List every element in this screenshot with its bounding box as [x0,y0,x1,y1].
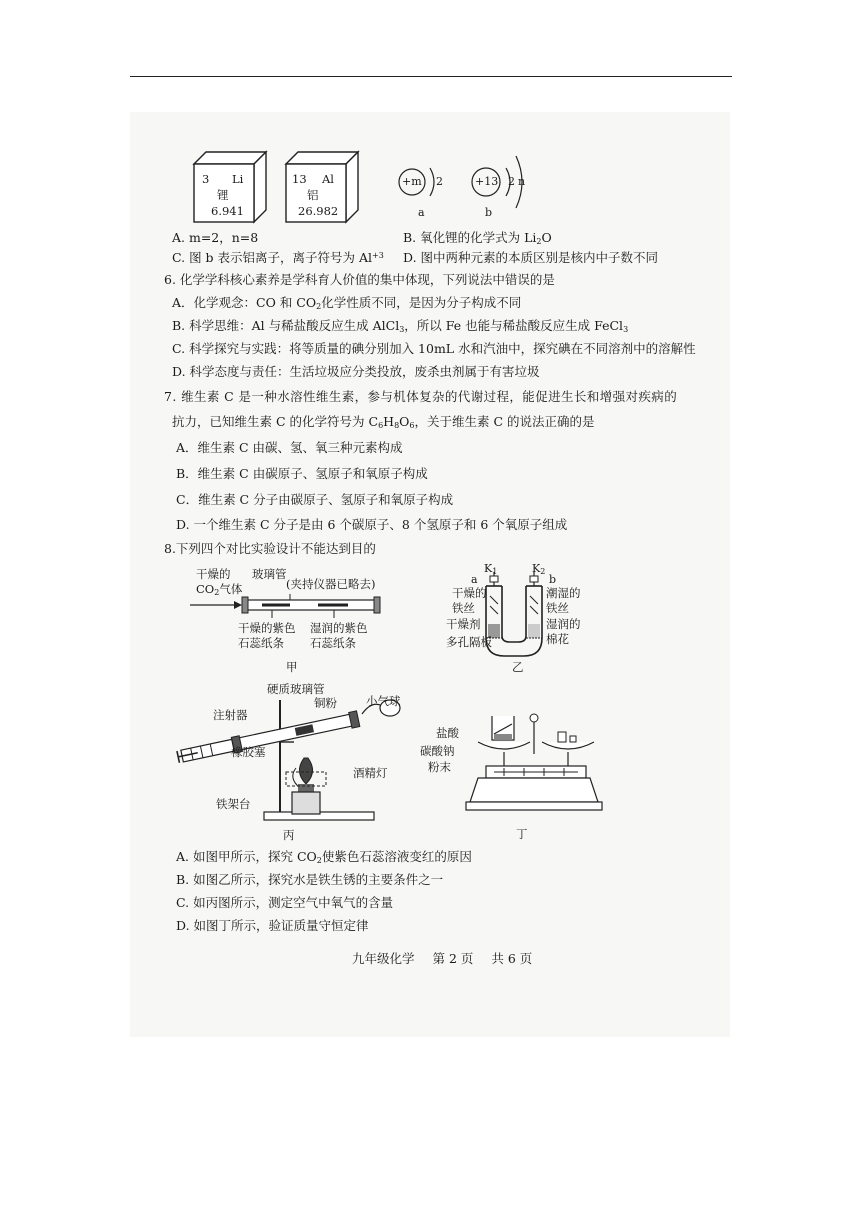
jia-gas-label-2: $CO_2$气体 [196,582,243,597]
al-name: 铝 [307,188,319,202]
atom-a-diagram [392,160,452,204]
al-symbol: Al [322,172,334,186]
yi-right-label-3: 湿润的 [546,617,581,631]
yi-port-b: b [549,573,557,586]
al-mass: 26.982 [298,204,339,218]
yi-left-label-2: 铁丝 [452,601,475,615]
bing-caption: 丙 [283,828,295,842]
li-mass: 6.941 [211,204,244,218]
atom-b-label: b [485,206,493,219]
jia-gas-label-1: 干燥的 [196,567,231,581]
ding-powder-label-2: 粉末 [428,760,451,774]
jia-wet-strip-2: 石蕊纸条 [310,636,356,650]
q8-option-a: A. 如图甲所示，探究 $CO_2$使紫色石蕊溶液变红的原因 [176,849,472,865]
li-symbol: Li [232,172,244,186]
bing-lamp-label: 酒精灯 [353,766,388,780]
q6-option-a: A．化学观念：CO 和 $CO_2$化学性质不同，是因为分子构成不同 [172,295,522,311]
q7-stem-line2: 抗力，已知维生素 C 的化学符号为 $C_6H_8O_6$，关于维生素 C 的说法正确的是 [172,414,595,430]
ding-acid-label: 盐酸 [436,726,459,740]
q5-option-a: A. m=2，n=8 [172,230,259,245]
yi-left-label-3: 干燥剂 [446,617,481,631]
yi-right-label-2: 铁丝 [546,601,569,615]
q5-option-d: D. 图中两种元素的本质区别是核内中子数不同 [403,250,659,265]
jia-wet-strip-1: 湿润的紫色 [310,621,368,635]
q8-option-c: C. 如丙图所示，测定空气中氧气的含量 [176,895,394,910]
ding-powder-label-1: 碳酸钠 [420,744,455,758]
q6-option-b: B. 科学思维：Al 与稀盐酸反应生成 AlCl$_3$，所以 Fe 也能与稀盐酸反应生成 FeCl$_3$ [172,318,629,334]
ding-caption: 丁 [516,827,528,841]
atom-a-label: a [418,206,425,219]
bing-stopper-label: 橡胶塞 [231,745,266,759]
q8-option-d: D. 如图丁所示，验证质量守恒定律 [176,918,369,933]
footer-subject: 九年级化学 [352,951,415,966]
yi-left-label-1: 干燥的 [452,586,487,600]
atom-b-nucleus: +13 [475,175,499,188]
li-atomic-number: 3 [202,172,210,186]
jia-tube-label: 玻璃管 [252,567,287,581]
atom-b-shell1: 2 [508,175,515,188]
q5-option-b: B. 氧化锂的化学式为 $Li_2O$ [403,230,552,246]
atom-b-shell2: n [518,175,526,188]
q7-option-a: A．维生素 C 由碳、氢、氧三种元素构成 [176,440,403,455]
yi-caption: 乙 [512,660,524,674]
footer-page: 第 2 页 [432,951,474,966]
yi-right-label-4: 棉花 [546,632,569,646]
header-rule [130,76,732,77]
jia-caption: 甲 [286,660,298,674]
al-atomic-number: 13 [292,172,307,186]
q6-stem: 6. 化学学科核心素养是学科育人价值的集中体现，下列说法中错误的是 [164,272,555,287]
atom-a-nucleus: +m [402,175,422,188]
bing-hard-tube-label: 硬质玻璃管 [267,682,325,696]
q6-option-d: D. 科学态度与责任：生活垃圾应分类投放，废杀虫剂属于有害垃圾 [172,364,540,379]
q5-option-c: C. 图 b 表示铝离子，离子符号为 $Al^{+3}$ [172,250,384,265]
jia-dry-strip-2: 石蕊纸条 [238,636,284,650]
bing-copper-label: 铜粉 [314,696,337,710]
yi-valve-k1: $K_1$ [484,562,498,576]
q8-stem: 8.下列四个对比实验设计不能达到目的 [164,541,376,556]
yi-valve-k2: $K_2$ [532,562,546,576]
bing-balloon-label: 小气球 [366,694,401,708]
q8-option-b: B. 如图乙所示，探究水是铁生锈的主要条件之一 [176,872,444,887]
figure-ding-balance [464,710,604,818]
q7-option-c: C．维生素 C 分子由碳原子、氢原子和氧原子构成 [176,492,454,507]
yi-right-label-1: 潮湿的 [546,586,581,600]
footer-total: 共 6 页 [491,951,533,966]
bing-syringe-label: 注射器 [213,708,248,722]
bing-stand-label: 铁架台 [216,797,251,811]
q6-option-c: C. 科学探究与实践：将等质量的碘分别加入 10mL 水和汽油中，探究碘在不同溶剂中的溶解性 [172,341,696,356]
yi-port-a: a [471,573,478,586]
atom-a-shell: 2 [436,175,443,188]
q7-option-b: B．维生素 C 由碳原子、氢原子和氧原子构成 [176,466,428,481]
q7-option-d: D. 一个维生素 C 分子是由 6 个碳原子、8 个氢原子和 6 个氧原子组成 [176,517,568,532]
yi-left-label-4: 多孔隔板 [446,635,492,649]
jia-dry-strip-1: 干燥的紫色 [238,621,296,635]
li-name: 锂 [217,188,229,202]
page-footer [352,949,546,967]
q7-stem-line1: 7. 维生素 C 是一种水溶性维生素，参与机体复杂的代谢过程，能促进生长和增强对疾病的 [164,389,678,404]
jia-clamp-note: (夹持仪器已略去) [286,577,376,591]
